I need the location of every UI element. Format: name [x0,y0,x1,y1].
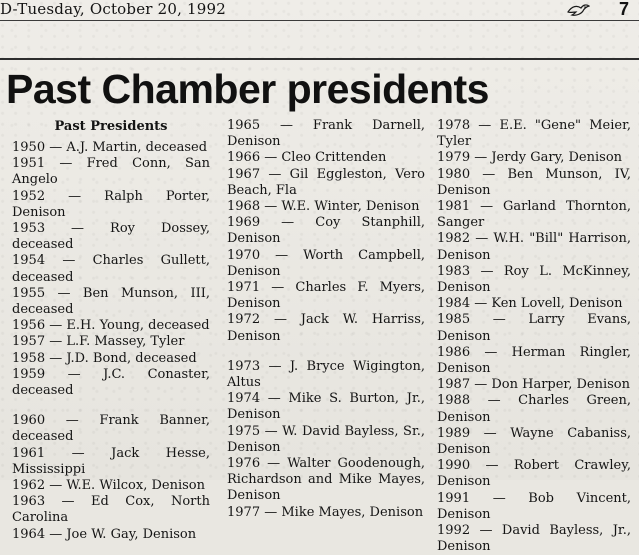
column-3 [437,118,631,555]
headline-top-rule [0,58,639,60]
president-entry: 1987 — Don Harper, Denison [437,377,630,393]
president-entry: 1975 — W. David Bayless, Sr., Denison [227,423,425,455]
president-entry: 1960 — Frank Banner, deceased [12,413,210,445]
president-entry: 1955 — Ben Munson, III, deceased [12,285,210,318]
president-entry: 1992 — David Bayless, Jr., Denison [437,523,631,555]
president-entry: 1954 — Charles Gullett, deceased [12,253,210,285]
president-entry: 1988 — Charles Green, Denison [437,393,631,425]
president-entry: 1980 — Ben Munson, IV, Denison [437,166,631,198]
past-presidents-subhead: Past Presidents [54,119,168,134]
column-1 [12,118,210,543]
paragraph-gap [12,399,210,413]
president-entry: 1957 — L.F. Massey, Tyler [12,334,185,350]
president-entry: 1956 — E.H. Young, deceased [12,318,210,334]
president-entry: 1986 — Herman Ringler, Denison [437,344,631,377]
page-header [0,0,639,18]
president-entry: 1959 — J.C. Conaster, deceased [12,366,210,399]
president-entry: 1985 — Larry Evans, Denison [437,312,631,344]
president-entry: 1989 — Wayne Cabaniss, Denison [437,425,631,458]
dateline: D-Tuesday, October 20, 1992 [0,0,227,18]
president-entry: 1977 — Mike Mayes, Denison [227,504,424,520]
president-entry: 1966 — Cleo Crittenden [227,150,387,166]
president-entry: 1972 — Jack W. Harriss, Denison [227,312,425,344]
president-entry: 1974 — Mike S. Burton, Jr., Denison [227,391,425,423]
president-entry: 1953 — Roy Dossey, deceased [12,221,210,253]
president-entry: 1964 — Joe W. Gay, Denison [12,526,197,542]
president-entry: 1978 — E.E. "Gene" Meier, Tyler [437,118,631,150]
president-entry: 1958 — J.D. Bond, deceased [12,350,197,366]
president-entry: 1990 — Robert Crawley, Denison [437,458,631,490]
president-entry: 1961 — Jack Hesse, Mississippi [12,445,210,477]
president-entry: 1965 — Frank Darnell, Denison [227,118,425,150]
president-entry: 1973 — J. Bryce Wigington, Altus [227,358,425,391]
header-rule [0,20,639,21]
president-entry: 1968 — W.E. Winter, Denison [227,199,420,215]
president-entry: 1976 — Walter Goodenough, Richardson and Mike Mayes, Denison [227,456,425,504]
president-entry: 1970 — Worth Campbell, Denison [227,247,425,279]
column-2 [227,118,425,521]
president-entry: 1962 — W.E. Wilcox, Denison [12,478,205,494]
president-entry: 1991 — Bob Vincent, Denison [437,490,631,522]
president-entry: 1983 — Roy L. McKinney, Denison [437,263,631,296]
page-number: 7 [618,0,629,19]
bird-logo-icon [566,3,590,19]
president-entry: 1971 — Charles F. Myers, Denison [227,280,425,312]
president-entry: 1950 — A.J. Martin, deceased [12,140,208,155]
president-entry: 1979 — Jerdy Gary, Denison [437,150,623,166]
president-entry: 1982 — W.H. "Bill" Harrison, Denison [437,231,631,263]
paragraph-gap [227,345,425,359]
president-entry: 1969 — Coy Stanphill, Denison [227,215,425,247]
president-entry: 1984 — Ken Lovell, Denison [437,296,623,312]
headline: Past Chamber presidents [6,66,489,112]
president-entry: 1952 — Ralph Porter, Denison [12,188,210,220]
president-entry: 1981 — Garland Thornton, Sanger [437,199,631,231]
president-entry: 1967 — Gil Eggleston, Vero Beach, Fla [227,166,425,198]
president-entry: 1951 — Fred Conn, San Angelo [12,156,210,188]
president-entry: 1963 — Ed Cox, North Carolina [12,494,210,526]
